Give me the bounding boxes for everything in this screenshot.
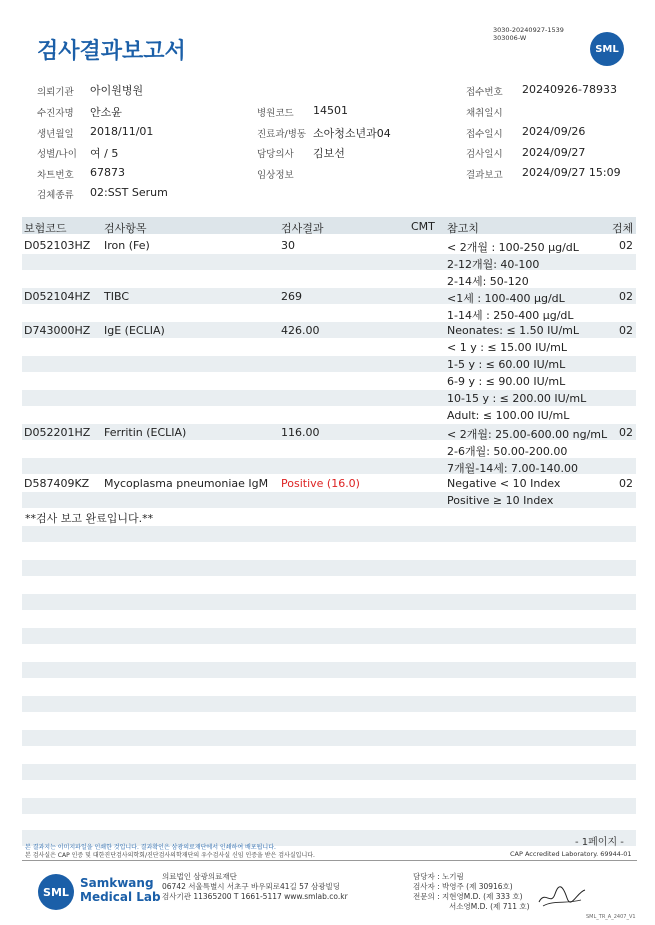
- specimen-label: 검체종류: [37, 190, 74, 201]
- row-reference: 7개월-14세: 7.00-140.00: [447, 462, 578, 475]
- receipt-date-label: 접수일시: [466, 129, 503, 140]
- row-stripe: [22, 628, 636, 644]
- hospital-label: 의뢰기관: [37, 87, 74, 98]
- sex-age-label: 성별/나이: [37, 149, 77, 160]
- footer-note-2: 본 검사실은 CAP 인증 및 대한진단검사의학회/진단검사의학재단의 우수검사실 신임 인증을 받은 검사실입니다.: [25, 852, 315, 859]
- patient-label: 수진자명: [37, 108, 74, 119]
- row-specimen: 02: [619, 324, 633, 337]
- row-stripe: [22, 594, 636, 610]
- row-stripe: [22, 730, 636, 746]
- col-test-item: 검사항목: [104, 222, 147, 235]
- sml-footer-logo-icon: [36, 872, 76, 912]
- row-reference: < 1 y : ≤ 15.00 IU/mL: [447, 341, 567, 354]
- row-test-item: Iron (Fe): [104, 239, 150, 252]
- row-code: D052201HZ: [24, 426, 91, 439]
- footer-divider: [22, 860, 637, 861]
- doctor-signature-icon: [537, 882, 587, 910]
- page-number: - 1페이지 -: [575, 837, 624, 848]
- row-reference: 6-9 y : ≤ 90.00 IU/mL: [447, 375, 566, 388]
- row-specimen: 02: [619, 477, 633, 490]
- specimen-value: 02:SST Serum: [90, 186, 168, 199]
- birth-label: 생년월일: [37, 129, 74, 140]
- col-reference: 참고치: [447, 222, 479, 235]
- report-complete-note: **검사 보고 완료입니다.**: [25, 512, 154, 525]
- staff-info: [413, 872, 530, 912]
- org-line3: 검사기관 11365200 T 1661-5117 www.smlab.co.kr: [162, 892, 348, 901]
- hospital-value: 아이원병원: [90, 84, 144, 97]
- row-test-item: Mycoplasma pneumoniae IgM: [104, 477, 269, 490]
- row-reference: 2-14세: 50-120: [447, 275, 529, 288]
- row-reference: < 2개월 : 100-250 μg/dL: [447, 241, 579, 254]
- footer-note-1: 본 결과지는 이미지파일을 인쇄한 것입니다. 결과확인은 삼광의료재단에서 인쇄하여 배포됩니다.: [25, 844, 276, 851]
- row-test-item: TIBC: [104, 290, 129, 303]
- row-code: D743000HZ: [24, 324, 91, 337]
- receipt-no-value: 20240926-78933: [522, 83, 617, 96]
- row-stripe: [22, 662, 636, 678]
- report-date-label: 결과보고: [466, 170, 503, 181]
- row-reference: Positive ≥ 10 Index: [447, 494, 554, 507]
- org-address: [162, 872, 348, 902]
- row-reference: Negative < 10 Index: [447, 477, 561, 490]
- row-stripe: [22, 560, 636, 576]
- row-stripe: [22, 254, 636, 270]
- clinical-label: 임상정보: [257, 170, 294, 181]
- col-specimen: 검체: [612, 222, 634, 235]
- row-reference: 2-12개월: 40-100: [447, 258, 540, 271]
- dept-label: 진료과/병동: [257, 129, 307, 140]
- row-stripe: [22, 696, 636, 712]
- patient-value: 안소윤: [90, 106, 122, 119]
- row-result: 116.00: [281, 426, 320, 439]
- row-code: D052103HZ: [24, 239, 91, 252]
- row-reference: Adult: ≤ 100.00 IU/mL: [447, 409, 570, 422]
- row-test-item: IgE (ECLIA): [104, 324, 165, 337]
- test-date-value: 2024/09/27: [522, 146, 586, 159]
- col-cmt: CMT: [411, 220, 435, 233]
- test-date-label: 검사일시: [466, 149, 503, 160]
- brand-line2: Medical Lab: [80, 890, 161, 904]
- report-title: 검사결과보고서: [37, 39, 186, 64]
- row-stripe: [22, 798, 636, 814]
- collect-date-label: 채취일시: [466, 108, 503, 119]
- staff-line4: 서소영M.D. (제 711 호): [449, 902, 530, 911]
- brand-name: [80, 876, 161, 904]
- row-reference: <1세 : 100-400 μg/dL: [447, 292, 565, 305]
- row-result: 269: [281, 290, 302, 303]
- doc-id-line1: 3030-20240927-1539: [493, 26, 564, 34]
- brand-line1: Samkwang: [80, 876, 154, 890]
- row-specimen: 02: [619, 239, 633, 252]
- sml-logo: SML: [590, 32, 624, 66]
- cap-accreditation: CAP Accredited Laboratory. 69944-01: [510, 850, 632, 858]
- org-line2: 06742 서울특별시 서초구 바우뫼로41길 57 삼광빌딩: [162, 882, 341, 891]
- row-reference: 2-6개월: 50.00-200.00: [447, 445, 568, 458]
- row-stripe: [22, 526, 636, 542]
- row-result: Positive (16.0): [281, 477, 360, 490]
- receipt-no-label: 접수번호: [466, 87, 503, 98]
- row-stripe: [22, 764, 636, 780]
- doc-id-line2: 303006-W: [493, 34, 527, 42]
- org-line1: 의료법인 삼광의료재단: [162, 872, 237, 881]
- row-specimen: 02: [619, 426, 633, 439]
- staff-line1: 담당자 : 노기림: [413, 872, 464, 881]
- row-test-item: Ferritin (ECLIA): [104, 426, 187, 439]
- row-reference: < 2개월: 25.00-600.00 ng/mL: [447, 428, 608, 441]
- row-code: D052104HZ: [24, 290, 91, 303]
- row-code: D587409KZ: [24, 477, 90, 490]
- row-result: 426.00: [281, 324, 320, 337]
- form-code: SML_TR_A_2407_V1: [586, 914, 636, 920]
- staff-line2: 검사자 : 박영주 (제 30916호): [413, 882, 513, 891]
- report-date-value: 2024/09/27 15:09: [522, 166, 621, 179]
- row-reference: 1-14세 : 250-400 μg/dL: [447, 309, 574, 322]
- doctor-value: 김보선: [313, 147, 345, 160]
- col-result: 검사결과: [281, 222, 324, 235]
- dept-value: 소아청소년과04: [313, 127, 391, 140]
- hospital-code-label: 병원코드: [257, 108, 294, 119]
- row-reference: Neonates: ≤ 1.50 IU/mL: [447, 324, 579, 337]
- receipt-date-value: 2024/09/26: [522, 125, 586, 138]
- row-reference: 1-5 y : ≤ 60.00 IU/mL: [447, 358, 566, 371]
- birth-value: 2018/11/01: [90, 125, 154, 138]
- staff-line3: 전문의 : 지현영M.D. (제 333 호): [413, 892, 523, 901]
- doctor-label: 담당의사: [257, 149, 294, 160]
- hospital-code-value: 14501: [313, 104, 348, 117]
- row-reference: 10-15 y : ≤ 200.00 IU/mL: [447, 392, 587, 405]
- sex-age-value: 여 / 5: [90, 147, 119, 160]
- chart-no-label: 차트번호: [37, 170, 74, 181]
- row-result: 30: [281, 239, 295, 252]
- col-insurance-code: 보험코드: [24, 222, 67, 235]
- row-specimen: 02: [619, 290, 633, 303]
- svg-text:SML: SML: [43, 886, 69, 899]
- chart-no-value: 67873: [90, 166, 125, 179]
- document-id: [493, 26, 564, 42]
